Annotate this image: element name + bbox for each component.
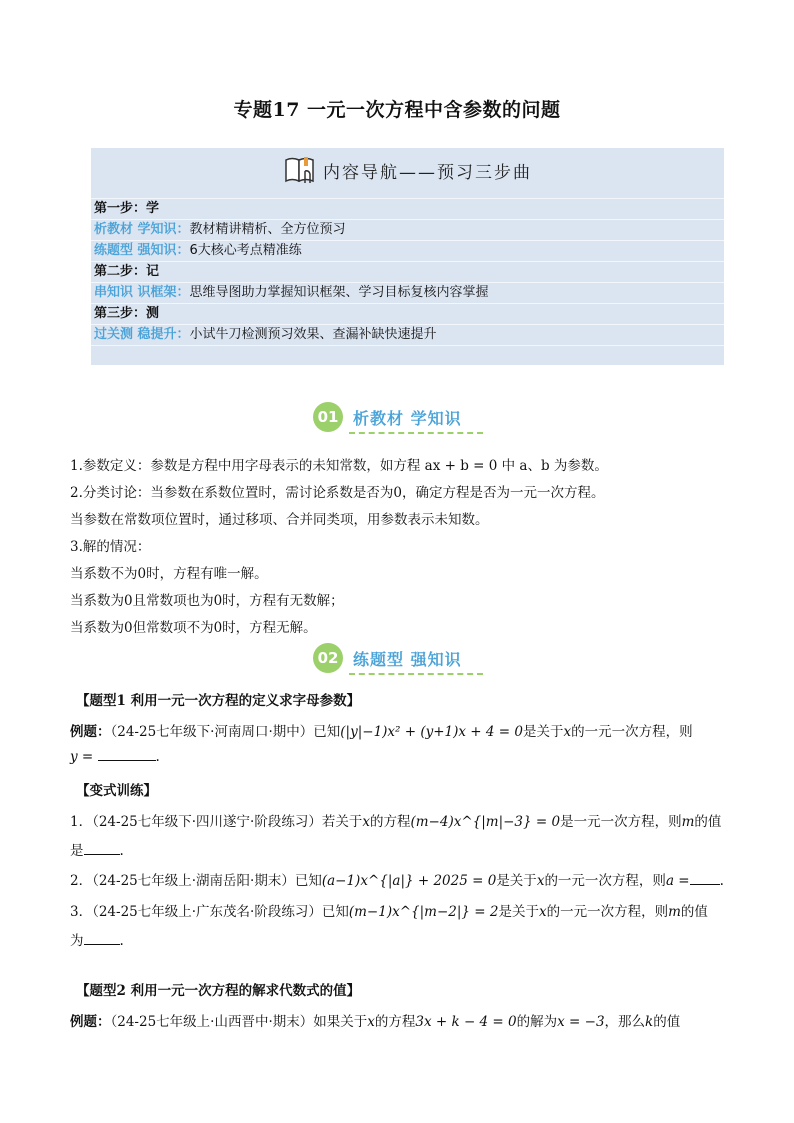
q1-formula: (m−4)x^{|m|−3} = 0: [410, 814, 561, 830]
nav-row-2: [91, 240, 724, 260]
example-text-end: ，那么: [604, 1014, 646, 1030]
row1-text: 教材精讲精析、全方位预习: [189, 222, 346, 237]
q1-text: 1．（24-25七年级下·四川遂宁·阶段练习）若关于: [70, 814, 363, 830]
q1-line2-text: 是: [70, 843, 84, 859]
nav-header: [91, 148, 724, 192]
section-header-2: [313, 641, 483, 677]
q3-text-c: 的一元一次方程，则: [546, 904, 669, 920]
row3-text: 思维导图助力掌握知识框架、学习目标复核内容掌握: [189, 285, 489, 300]
example-text-end2: 的值: [653, 1014, 681, 1030]
answer-blank[interactable]: [98, 760, 156, 761]
row1-tag: 析教材 学知识：: [94, 222, 190, 237]
answer-prefix: y =: [70, 749, 94, 765]
example-text: 是关于: [522, 724, 564, 740]
content-navigation-box: [91, 148, 724, 365]
nav-row-blank: [91, 345, 724, 365]
section-underline: [349, 673, 483, 675]
step2-label: 第二步：记: [94, 264, 160, 279]
example-label: 例题：: [70, 1014, 111, 1030]
type1-example-line2: y = .: [70, 749, 160, 765]
nav-row-4: [91, 324, 724, 344]
step3-label: 第三步：测: [94, 306, 160, 321]
nav-row-3: [91, 282, 724, 302]
q1-var: x: [362, 814, 370, 830]
nav-step-1: [91, 198, 724, 218]
type1-example: [70, 720, 693, 740]
knowledge-p5: 当系数不为0时，方程有唯一解。: [70, 566, 268, 582]
q3-var2: m: [668, 904, 681, 920]
page-title: 专题17 一元一次方程中含参数的问题: [233, 99, 561, 121]
q1-text-d: 的值: [694, 814, 722, 830]
answer-blank[interactable]: [84, 944, 120, 945]
example-source: （24-25七年级下·河南周口·期中）已知: [110, 724, 341, 740]
q3-text-d: 的值: [680, 904, 708, 920]
q1-text-b: 的方程: [369, 814, 411, 830]
q3-text-b: 是关于: [498, 904, 539, 920]
book-icon: [283, 153, 317, 187]
q1-var2: m: [681, 814, 695, 830]
practice-heading: 【变式训练】: [76, 783, 157, 799]
example-text: 的方程: [374, 1014, 416, 1030]
row2-tag: 练题型 强知识：: [94, 243, 190, 258]
type2-example: [70, 1010, 680, 1030]
q1-text-c: 是一元一次方程，则: [560, 814, 682, 830]
nav-step-3: [91, 303, 724, 323]
section-number-badge: 01: [313, 402, 343, 432]
type2-heading: 【题型2 利用一元一次方程的解求代数式的值】: [76, 983, 361, 999]
knowledge-p1: 1.参数定义：参数是方程中用字母表示的未知常数，如方程 ax + b = 0 中 a、b 为参数。: [70, 458, 608, 474]
q3-var: x: [538, 904, 547, 920]
section-label: 析教材 学知识: [353, 409, 462, 428]
example-var: x: [563, 724, 572, 740]
example-label: 例题：: [70, 724, 111, 740]
nav-step-2: [91, 261, 724, 281]
example-var: x: [367, 1014, 375, 1030]
knowledge-p7: 当系数为0但常数项不为0时，方程无解。: [70, 620, 317, 636]
row4-tag: 过关测 稳提升：: [94, 327, 190, 342]
example-text-end: 的一元一次方程，则: [571, 724, 693, 740]
example-text-2: 的解为: [516, 1014, 558, 1030]
knowledge-p4: 3.解的情况：: [70, 539, 151, 555]
answer-blank[interactable]: [84, 854, 120, 855]
knowledge-p3: 当参数在常数项位置时，通过移项、合并同类项，用参数表示未知数。: [70, 512, 489, 528]
section-underline: [349, 432, 483, 434]
q2-text-c: 的一元一次方程，则: [544, 873, 666, 889]
question-1-line2: 是 .: [70, 843, 124, 859]
q2-formula: (a−1)x^{|a|} + 2025 = 0: [321, 873, 497, 889]
step1-label: 第一步：学: [94, 201, 160, 216]
q3-line2-text: 为: [70, 933, 84, 949]
example-solution: x = −3: [557, 1014, 605, 1030]
nav-title: 内容导航——预习三步曲: [323, 162, 532, 183]
section-number-badge: 02: [313, 643, 343, 673]
example-source: （24-25七年级上·山西晋中·期末）如果关于: [110, 1014, 368, 1030]
q2-var2: a =: [665, 873, 690, 889]
q2-text: 2．（24-25七年级上·湖南岳阳·期末）已知: [70, 873, 322, 889]
question-2: 2．（24-25七年级上·湖南岳阳·期末）已知(a−1)x^{|a|} + 2025 = 0是关于x的一元一次方程，则a = .: [70, 873, 724, 889]
example-formula: 3x + k − 4 = 0: [415, 1014, 517, 1030]
example-formula: (|y|−1)x² + (y+1)x + 4 = 0: [340, 724, 523, 740]
knowledge-p2: 2.分类讨论：当参数在系数位置时，需讨论系数是否为0，确定方程是否为一元一次方程。: [70, 485, 605, 501]
question-3: [70, 900, 708, 920]
answer-blank[interactable]: [690, 884, 720, 885]
q2-var: x: [536, 873, 545, 889]
knowledge-p6: 当系数为0且常数项也为0时，方程有无数解；: [70, 593, 344, 609]
question-1: [70, 810, 721, 830]
row4-text: 小试牛刀检测预习效果、查漏补缺快速提升: [189, 327, 437, 342]
q2-text-b: 是关于: [496, 873, 537, 889]
nav-row-1: [91, 219, 724, 239]
example-var2: k: [645, 1014, 654, 1030]
row3-tag: 串知识 识框架：: [94, 285, 190, 300]
question-3-line2: 为 .: [70, 933, 124, 949]
q3-text: 3．（24-25七年级上·广东茂名·阶段练习）已知: [70, 904, 349, 920]
type1-heading: 【题型1 利用一元一次方程的定义求字母参数】: [76, 693, 361, 709]
section-label: 练题型 强知识: [353, 650, 462, 669]
q3-formula: (m−1)x^{|m−2|} = 2: [348, 904, 499, 920]
section-header-1: [313, 400, 483, 436]
row2-text: 6大核心考点精准练: [189, 243, 302, 258]
